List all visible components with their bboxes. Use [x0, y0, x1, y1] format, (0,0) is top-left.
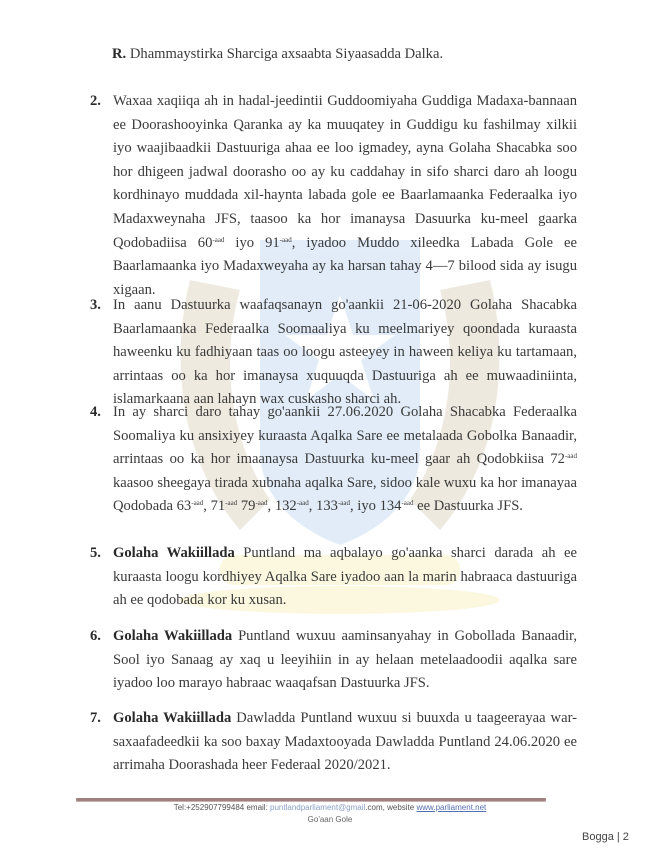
- list-item-6: [90, 625, 577, 696]
- footer-rule-shadow: [76, 801, 546, 802]
- item-r-label: R.: [112, 46, 127, 62]
- text-segment: , iyo 134: [349, 498, 402, 515]
- superscript: -aad: [191, 499, 204, 508]
- text-segment: iyo 91: [224, 234, 280, 251]
- superscript: -aad: [401, 499, 414, 508]
- superscript: -aad: [255, 499, 268, 508]
- superscript: -aad: [296, 499, 309, 508]
- item-number: 6.: [90, 628, 101, 644]
- footer-website-link[interactable]: www.parliament.net: [416, 803, 487, 812]
- text-segment: Waxaa xaqiiqa ah in hadal-jeedintii Guddoomiyaha Guddiga Madaxa-bannaan ee Doorashooyinka Qaranka ay ka muuqatey in Guddigu ku fashilmay xilkii iyo waajibaadkii Dastuuriga ahaa ee loo igmadey, ayna Golaha Shacabka soo hor dhigeen jadwal doorasho oo ay ku caddahay in sifo sharci daro ah loogu kordhinayo muddada xil-haynta labada gole ee Baarlamaanka Federaalka iyo Madaxweynaha JFS, taasoo ka hor imanaysa Dasuurka ku-meel gaarka Qodobadiisa 60: [113, 93, 577, 251]
- item-bold-lead: Golaha Wakiillada: [113, 628, 233, 644]
- text-segment: ee Dastuurka JFS.: [413, 498, 523, 515]
- item-text: [113, 707, 577, 778]
- item-text: In aanu Dastuurka waafaqsanayn go'aankii 21-06-2020 Golaha Shacabka Baarlamaanka Federaalka Soomaaliya ku meelmariyey qoondada kuraasta haweenku ku fadhiyaan taas oo loogu asteeyey in haween keliya ku tartamaan, arrintaas oo ka hor imanaysa xuquuqda Dastuuriga ah ee muwaadiniinta, islamarkaana aan lahayn wax cuskasho sharci ah.: [113, 297, 577, 408]
- list-item-7: [90, 707, 577, 778]
- superscript: -aad: [564, 452, 577, 461]
- item-text: [113, 542, 577, 613]
- list-item-4: [90, 401, 577, 519]
- superscript: -aad: [279, 235, 292, 244]
- superscript: -aad: [212, 235, 225, 244]
- list-item-2: [90, 90, 577, 302]
- item-number: 3.: [90, 297, 101, 313]
- list-item-5: [90, 542, 577, 613]
- text-segment: , 71: [203, 498, 226, 515]
- item-bold-lead: Golaha Wakiillada: [113, 710, 232, 726]
- item-number: 2.: [90, 93, 101, 109]
- superscript: -aad: [337, 499, 350, 508]
- text-segment: , 132: [267, 498, 297, 515]
- text-segment: , 133: [308, 498, 338, 515]
- item-text: [113, 90, 577, 302]
- footer-email-suffix: .com, website: [365, 803, 417, 812]
- item-text: [113, 401, 577, 519]
- footer-contact: [0, 803, 660, 812]
- footer-email-link[interactable]: puntlandparliament@gmail: [270, 803, 366, 812]
- text-segment: Puntland ma aqbalayo go'aanka sharci darada ah ee kuraasta loogu kordhiyey Aqalka Sare iyadoo aan la marin habraaca dastuuriga ah ee qodobada kor ku xusan.: [113, 545, 577, 609]
- list-item-3: [90, 294, 577, 412]
- page-number: Bogga | 2: [582, 831, 629, 843]
- item-r-text: Dhammaystirka Sharciga axsaabta Siyaasadda Dalka.: [129, 46, 444, 62]
- text-segment: Puntland wuxuu aaminsanyahay in Gobollada Banaadir, Sool iyo Sanaag ay xaq u leeyihiin in ay helaan metelaadoodii aqalka sare iyadoo loo marayo habraac waaqafsan Dastuurka JFS.: [113, 628, 577, 692]
- item-text: [113, 625, 577, 696]
- item-number: 7.: [90, 710, 101, 726]
- item-bold-lead: Golaha Wakiillada: [113, 545, 235, 561]
- footer-tel: Tel:+252907799484 email:: [173, 803, 271, 812]
- item-r: [112, 46, 443, 63]
- text-segment: kaasoo sheegaya tirada xubnaha aqalka Sare, sidoo kale wuxu ka hor imanayaa Qodobada 63: [113, 474, 577, 515]
- superscript: -aad: [225, 499, 238, 508]
- footer-subtitle: Go'aan Gole: [307, 815, 353, 824]
- text-segment: In ay sharci daro tahay go'aankii 27.06.2020 Golaha Shacabka Federaalka Soomaliya ku ansixiyey kuraasta Aqalka Sare ee metalaada Gobolka Banaadir, arrintaas oo ka hor imaanaysa Dastuurka ku-meel gaar ah Qodobkiisa 72: [113, 404, 577, 468]
- text-segment: , iyadoo Muddo xileedka Labada Gole ee Baarlamaanka iyo Madaxweyaha ay ka harsan tahay 4—7 bilood sida ay isugu xigaan.: [113, 234, 577, 298]
- item-number: 5.: [90, 545, 101, 561]
- text-segment: 79: [237, 498, 256, 515]
- item-number: 4.: [90, 404, 101, 420]
- text-segment: Dawladda Puntland wuxuu si buuxda u taageerayaa war-saxaafadeedkii ka soo baxay Madaxtooyada Dawladda Puntland 24.06.2020 ee arrimaha Doorashada heer Federaal 2020/2021.: [113, 710, 577, 774]
